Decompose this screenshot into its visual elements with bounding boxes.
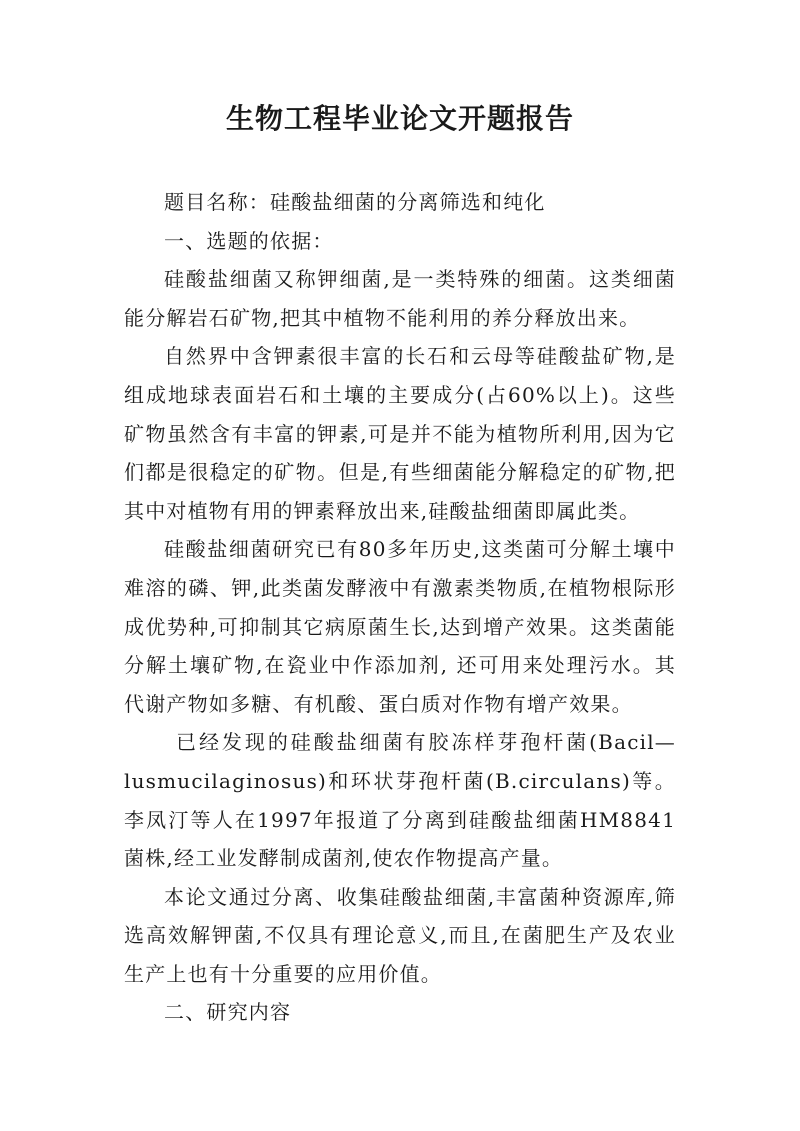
paragraph: 本论文通过分离、收集硅酸盐细菌,丰富菌种资源库,筛选高效解钾菌,不仅具有理论意义,而且,在菌肥生产及农业生产上也有十分重要的应用价值。	[124, 884, 676, 986]
paragraph: 硅酸盐细菌又称钾细菌,是一类特殊的细菌。这类细菌能分解岩石矿物,把其中植物不能利用的养分释放出来。	[124, 267, 676, 330]
section-heading-basis: 一、选题的依据：	[164, 228, 334, 253]
section-heading-content: 二、研究内容	[164, 1000, 292, 1025]
paragraph: 硅酸盐细菌研究已有80多年历史,这类菌可分解土壤中难溶的磷、钾,此类菌发酵液中有激素类物质,在植物根际形成优势种,可抑制其它病原菌生长,达到增产效果。这类菌能分解土壤矿物,在瓷业中作添加剂, 还可用来处理污水。其代谢产物如多糖、有机酸、蛋白质对作物有增产效果。	[124, 537, 676, 716]
document-body	[124, 183, 676, 1032]
topic-line: 题目名称：硅酸盐细菌的分离筛选和纯化	[164, 190, 546, 214]
document-title: 生物工程毕业论文开题报告	[225, 102, 574, 135]
paragraph: 自然界中含钾素很丰富的长石和云母等硅酸盐矿物,是组成地球表面岩石和土壤的主要成分(占60%以上)。这些矿物虽然含有丰富的钾素,可是并不能为植物所利用,因为它们都是很稳定的矿物。但是,有些细菌能分解稳定的矿物,把其中对植物有用的钾素释放出来,硅酸盐细菌即属此类。	[124, 344, 676, 523]
paragraph: 已经发现的硅酸盐细菌有胶冻样芽孢杆菌(Bacil—lusmucilaginosus)和环状芽孢杆菌(B.circulans)等。李凤汀等人在1997年报道了分离到硅酸盐细菌HM8841菌株,经工业发酵制成菌剂,使农作物提高产量。	[124, 730, 676, 871]
